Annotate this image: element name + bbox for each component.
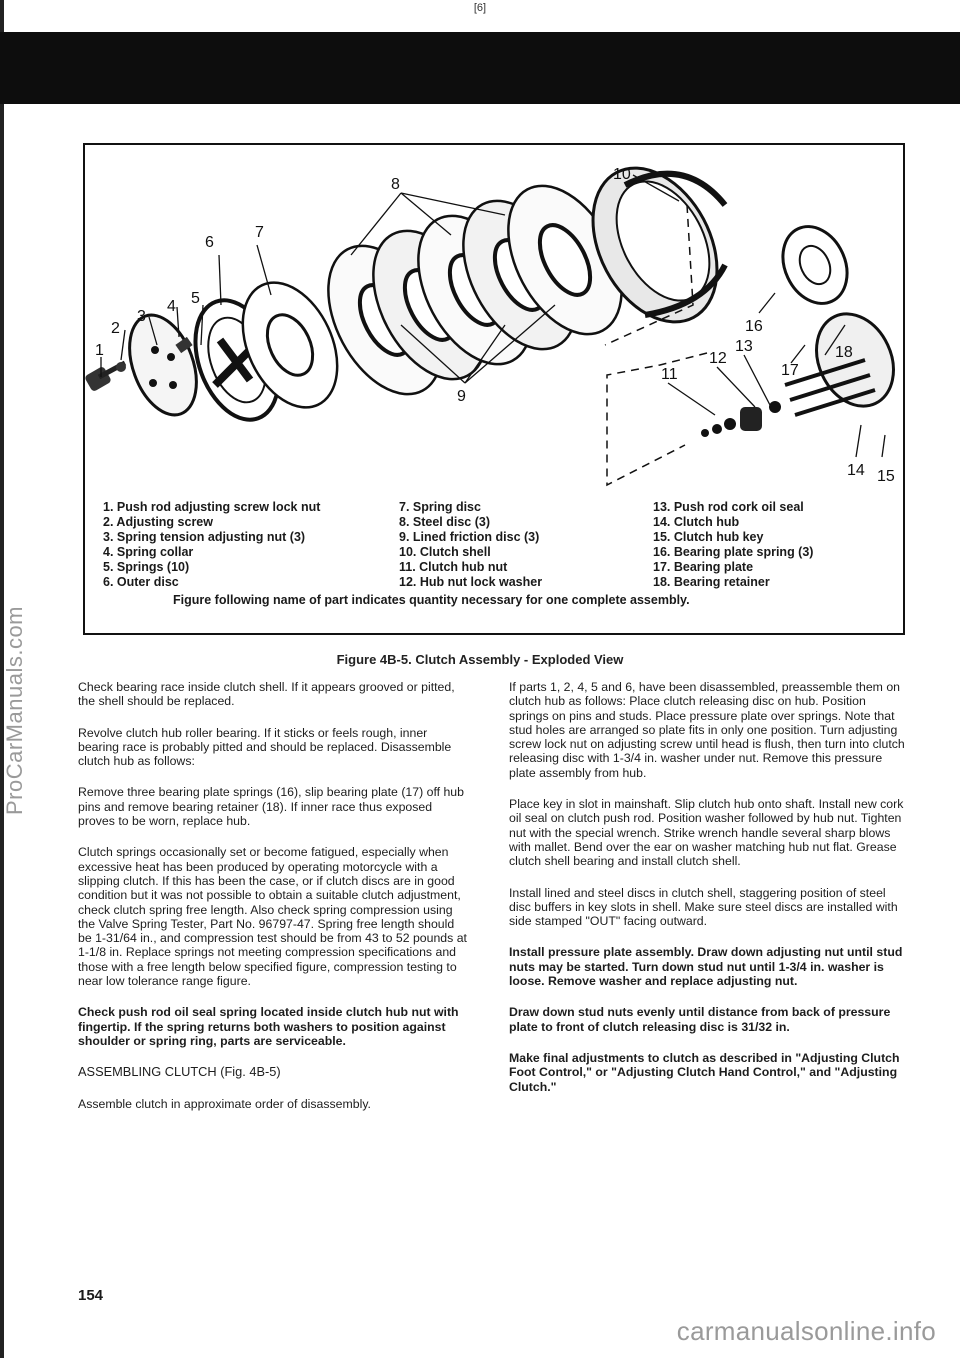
legend-item: 18. Bearing retainer: [653, 575, 770, 589]
legend-item: 11. Clutch hub nut: [399, 560, 508, 574]
callout-16: 16: [745, 318, 763, 335]
figure-box: [83, 143, 905, 635]
paragraph: Install pressure plate assembly. Draw down adjusting nut until stud nuts may be started. Turn down stud nut until 1-3/4 in. washer is loose. Remove washer and replace adjusting nut.: [509, 945, 903, 989]
legend-item: 12. Hub nut lock washer: [399, 575, 543, 589]
header-bar: [0, 32, 960, 104]
paragraph: Check push rod oil seal spring located inside clutch hub nut with fingertip. If the spring returns both washers to position against shoulder or spring ring, parts are serviceable.: [78, 1005, 459, 1048]
legend-item: 13. Push rod cork oil seal: [653, 500, 804, 514]
callout-14: 14: [847, 462, 865, 479]
watermark-left: ProCarManuals.com: [2, 605, 27, 815]
paragraph: Remove three bearing plate springs (16), slip bearing plate (17) off hub pins and remove bearing retainer (18). If inner race thus exposed proves to be worn, replace hub.: [78, 785, 464, 829]
callout-1: 1: [95, 342, 104, 359]
callout-18: 18: [835, 344, 853, 361]
page-number: 154: [78, 1287, 104, 1304]
callout-17: 17: [781, 362, 799, 379]
paragraph: Check bearing race inside clutch shell. If it appears grooved or pitted, the shell should be replaced.: [78, 680, 455, 709]
callout-2: 2: [111, 320, 120, 337]
callout-6: 6: [205, 234, 214, 251]
legend-item: 2. Adjusting screw: [103, 515, 213, 529]
paragraph: Draw down stud nuts evenly until distance from back of pressure plate to front of clutch releasing disc is 31/32 in.: [509, 1005, 891, 1034]
legend-item: 4. Spring collar: [103, 545, 194, 559]
legend-item: 3. Spring tension adjusting nut (3): [103, 530, 306, 544]
figure-caption: Figure 4B-5. Clutch Assembly - Exploded View: [336, 652, 624, 667]
section-heading: ASSEMBLING CLUTCH (Fig. 4B-5): [78, 1064, 281, 1080]
legend-item: 16. Bearing plate spring (3): [653, 545, 814, 559]
callout-9: 9: [457, 388, 466, 405]
watermark-bottom: carmanualsonline.info: [676, 1316, 936, 1346]
callout-12: 12: [709, 350, 727, 367]
part-adjusting-screw: [116, 362, 126, 372]
legend-note: Figure following name of part indicates quantity necessary for one complete assembly.: [173, 593, 690, 607]
legend-item: 15. Clutch hub key: [653, 530, 764, 544]
callout-11: 11: [661, 366, 678, 383]
exploded-view-diagram: [85, 145, 903, 490]
callout-13: 13: [735, 338, 753, 355]
legend-column-1: [103, 500, 320, 590]
legend-item: 6. Outer disc: [103, 575, 179, 589]
right-text-column: [509, 680, 907, 1111]
paragraph: If parts 1, 2, 4, 5 and 6, have been disassembled, preassemble them on clutch hub as follows: Place clutch releasing disc on hub. Position springs on pins and studs. Place pressure plate over springs. Note that stud holes are arranged so plate fits in only one position. Turn adjusting screw lock nut on adjusting screw until head is flush, then turn into clutch releasing disc with 1-3/4 in. washer under nut. Remove this pressure plate assembly from hub.: [509, 680, 905, 780]
legend-column-2: [399, 500, 542, 590]
paragraph: Revolve clutch hub roller bearing. If it sticks or feels rough, inner bearing race is probably pitted and should be replaced. Disassemble clutch hub as follows:: [78, 725, 452, 769]
paragraph: Make final adjustments to clutch as described in "Adjusting Clutch Foot Control," or "Adjusting Clutch Hand Control," and "Adjusting Clutch.": [509, 1050, 900, 1094]
legend-item: 17. Bearing plate: [653, 560, 754, 574]
legend-item: 9. Lined friction disc (3): [399, 530, 540, 544]
part-hub-nut-stack: [701, 401, 781, 437]
paragraph: Clutch springs occasionally set or become fatigued, especially when excessive heat has been produced by operating motorcycle with a slipping clutch. If this has been the case, or if clutch discs are in good condition but it was not possible to obtain a suitable clutch adjustment, check clutch spring free length. Also check spring compression using the Valve Spring Tester, Part No. 96797-47. Spring free length should be 1-31/64 in., and compression test should be from 43 to 52 pounds at 1-1/8 in. Replace springs not meeting compression specifications and those with a free length below specified figure, compression testing to near low tolerance range figure.: [78, 845, 467, 989]
callout-5: 5: [191, 290, 200, 307]
part-outer-disc: [117, 306, 209, 424]
legend-item: 5. Springs (10): [103, 560, 190, 574]
callout-8: 8: [391, 176, 400, 193]
left-text-column: [78, 680, 470, 1128]
paragraph: Place key in slot in mainshaft. Slip clutch hub onto shaft. Install new cork oil seal on clutch push rod. Position washer followed by hub nut. Tighten nut with the special wrench. Strike wrench handle several sharp blows with mallet. Bend over the ear on washer matching hub nut flat. Grease clutch shell bearing and install clutch shell.: [509, 797, 904, 869]
paragraph: Install lined and steel discs in clutch shell, staggering position of steel disc buffers in key slots in shell. Make sure steel discs are installed with side stamped "OUT" facing outward.: [509, 885, 898, 929]
legend-item: 7. Spring disc: [399, 500, 481, 514]
page-reference: [6]: [473, 2, 487, 14]
callout-4: 4: [167, 298, 176, 315]
legend-item: 1. Push rod adjusting screw lock nut: [103, 500, 321, 514]
callout-10: 10: [613, 166, 631, 183]
paragraph: Assemble clutch in approximate order of disassembly.: [78, 1096, 371, 1111]
legend-column-3: [653, 500, 813, 590]
legend-item: 10. Clutch shell: [399, 545, 491, 559]
callout-7: 7: [255, 224, 264, 241]
callout-15: 15: [877, 468, 895, 485]
callout-3: 3: [137, 308, 146, 325]
legend-item: 8. Steel disc (3): [399, 515, 491, 529]
legend-item: 14. Clutch hub: [653, 515, 740, 529]
part-bearing-retainer: [771, 216, 903, 419]
